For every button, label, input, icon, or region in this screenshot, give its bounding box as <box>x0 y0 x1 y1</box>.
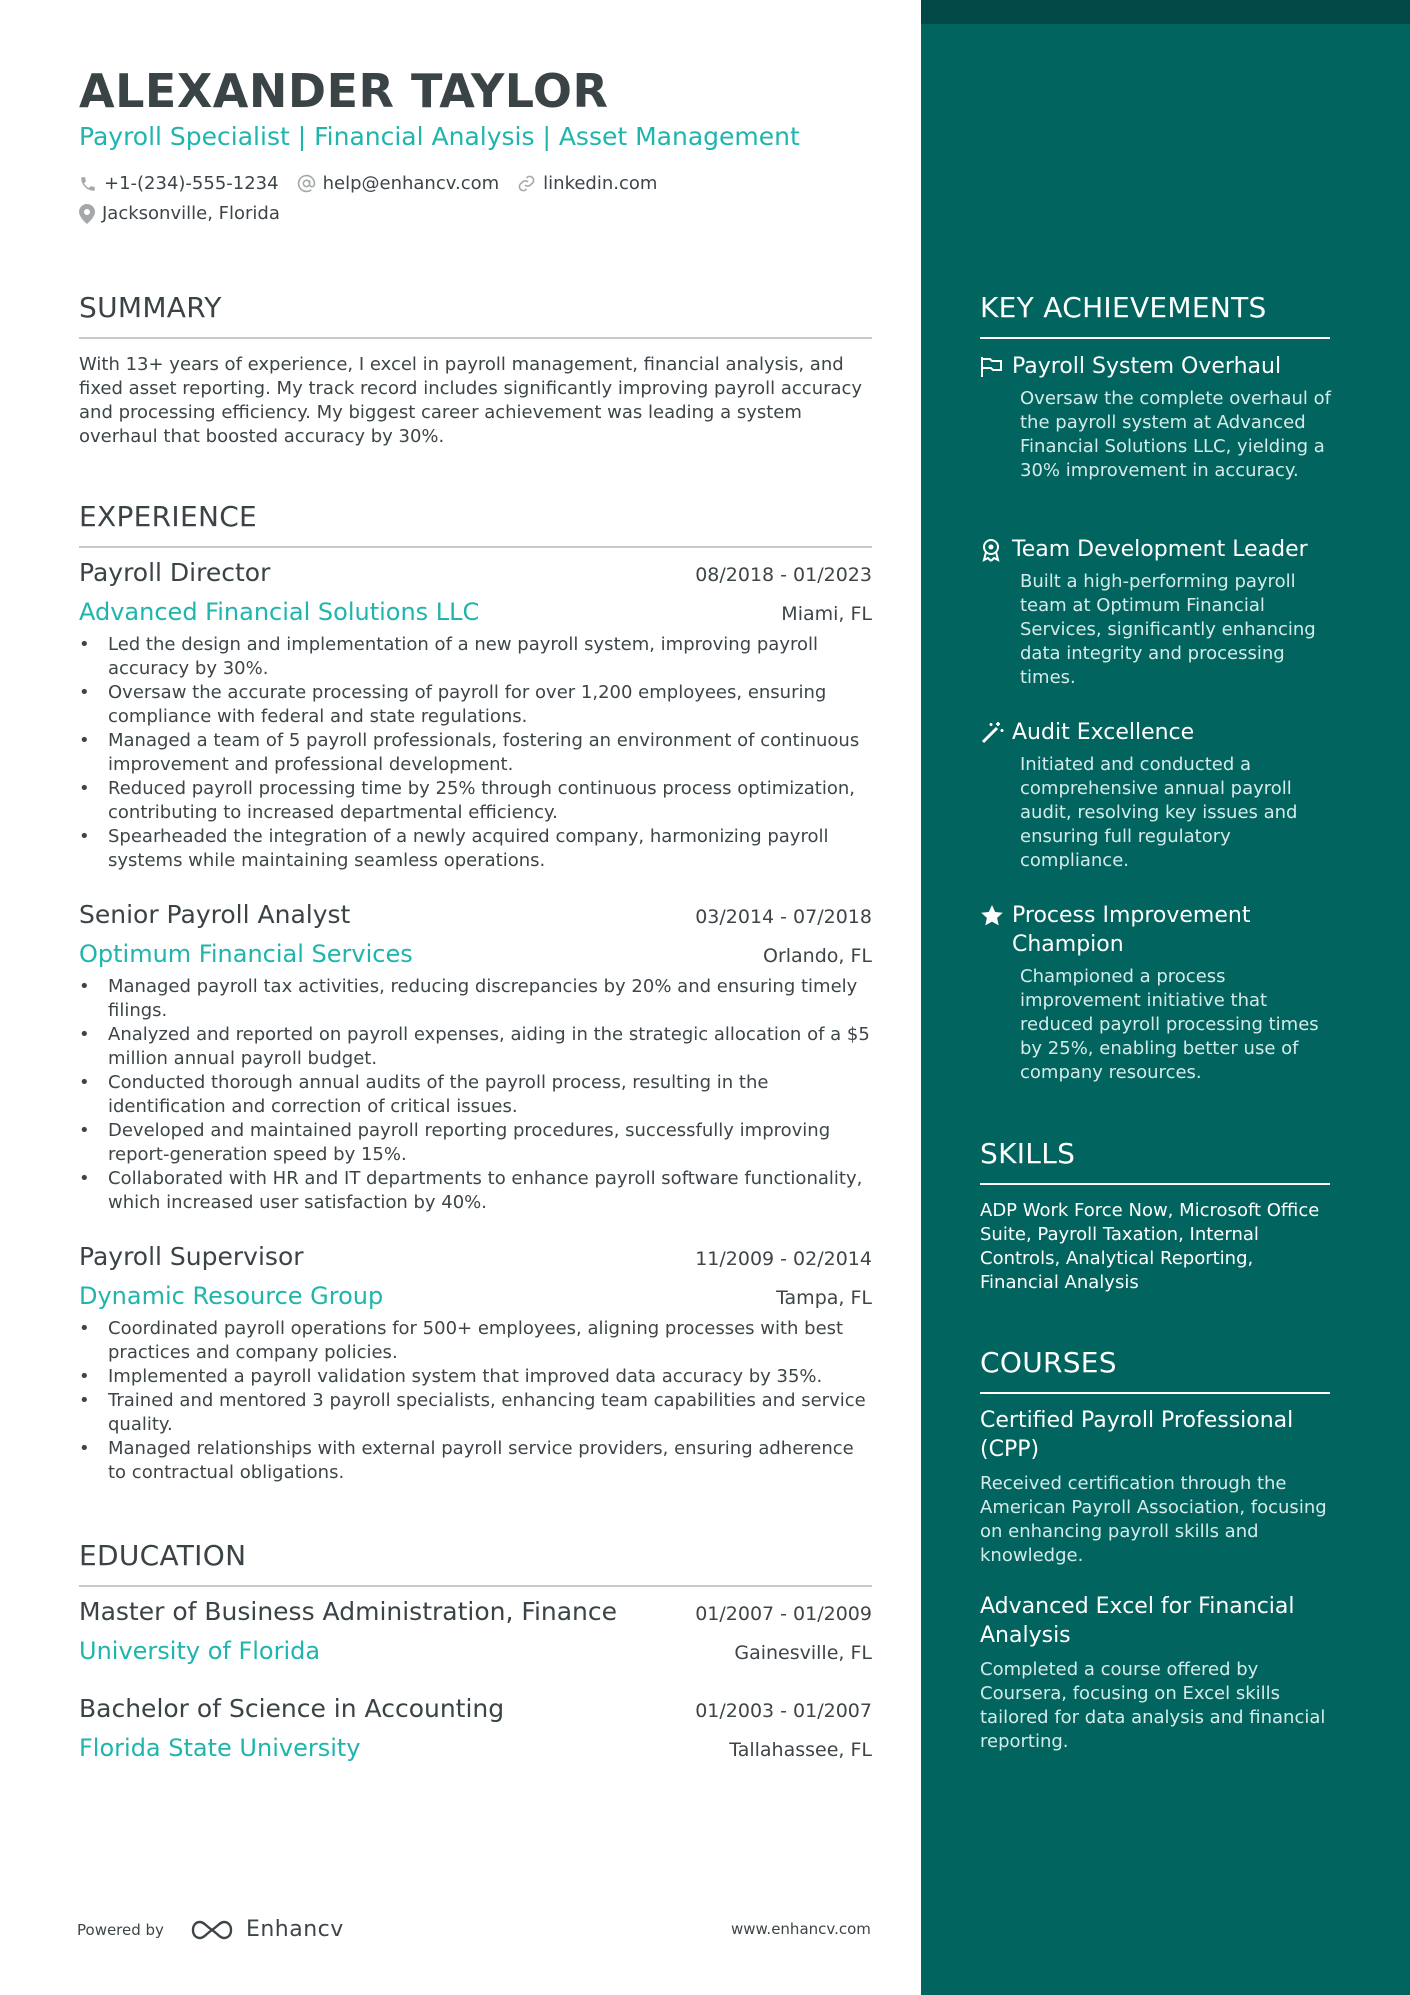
at-icon <box>297 174 316 193</box>
job-bullet: • Led the design and implementation of a new payroll system, improving payroll accuracy by 30%. <box>79 633 872 681</box>
achievement-item <box>980 352 1335 483</box>
achievement-desc: Championed a process improvement initiative that reduced payroll processing times by 25%, enabling better use of company resources. <box>1020 966 1319 1083</box>
job-bullet: • Managed relationships with external payroll service providers, ensuring adherence to contractual obligations. <box>79 1437 872 1485</box>
education-entry <box>79 1597 872 1669</box>
experience-divider <box>79 546 872 548</box>
contact-phone <box>79 173 279 194</box>
contact-location <box>79 203 280 224</box>
location-pin-icon <box>79 204 95 224</box>
achievement-item <box>980 718 1335 873</box>
education-entry <box>79 1694 872 1766</box>
achievement-desc: Built a high-performing payroll team at Optimum Financial Services, significantly enhancing data integrity and processing times. <box>1020 571 1316 688</box>
job-bullet: • Managed payroll tax activities, reducing discrepancies by 20% and ensuring timely filings. <box>79 975 872 1023</box>
sidebar-top-bar <box>921 0 1410 24</box>
summary-text: With 13+ years of experience, I excel in payroll management, financial analysis, and fixed asset reporting. My track record includes significantly improving payroll accuracy and processing efficiency. My biggest career achievement was leading a system overhaul that boosted accuracy by 30%. <box>79 354 863 447</box>
achievement-item <box>980 901 1335 1085</box>
job-bullets <box>79 975 872 1215</box>
job-bullet: • Analyzed and reported on payroll expenses, aiding in the strategic allocation of a $5 million annual payroll budget. <box>79 1023 872 1071</box>
job-title: Payroll Supervisor <box>79 1242 304 1271</box>
job-dates: 03/2014 - 07/2018 <box>695 906 872 928</box>
achievement-title: Payroll System Overhaul <box>1012 354 1282 379</box>
job-entry <box>79 900 872 1215</box>
job-title: Senior Payroll Analyst <box>79 900 351 929</box>
courses-divider <box>980 1392 1330 1394</box>
job-company[interactable]: Optimum Financial Services <box>79 940 413 968</box>
brand-name: Enhancv <box>245 1917 344 1942</box>
achievement-title: Process Improvement Champion <box>1012 903 1251 957</box>
job-title: Payroll Director <box>79 558 271 587</box>
job-bullet: • Spearheaded the integration of a newly acquired company, harmonizing payroll systems while maintaining seamless operations. <box>79 825 872 873</box>
job-location: Orlando, FL <box>762 945 872 967</box>
degree-title: Master of Business Administration, Finance <box>79 1597 618 1626</box>
course-item <box>980 1406 1335 1568</box>
course-title: Advanced Excel for Financial Analysis <box>980 1594 1295 1648</box>
powered-by-text: Powered by <box>77 1920 164 1939</box>
job-location: Miami, FL <box>781 603 872 625</box>
courses-heading: COURSES <box>980 1346 1117 1379</box>
contact-row-location <box>79 203 298 224</box>
job-bullet: • Coordinated payroll operations for 500+ employees, aligning processes with best practices and company policies. <box>79 1317 872 1365</box>
skills-text: ADP Work Force Now, Microsoft Office Suite, Payroll Taxation, Internal Controls, Analytical Reporting, Financial Analysis <box>980 1200 1320 1293</box>
school-location: Gainesville, FL <box>734 1642 872 1664</box>
job-company[interactable]: Dynamic Resource Group <box>79 1282 384 1310</box>
course-item <box>980 1592 1335 1754</box>
award-ribbon-icon <box>980 535 1012 563</box>
education-heading: EDUCATION <box>79 1539 247 1572</box>
email-text: help@enhancv.com <box>322 173 500 194</box>
course-desc: Completed a course offered by Coursera, focusing on Excel skills tailored for data analysis and financial reporting. <box>980 1659 1326 1752</box>
job-bullets <box>79 633 872 873</box>
summary-divider <box>79 337 872 339</box>
job-bullet: • Managed a team of 5 payroll professionals, fostering an environment of continuous improvement and professional development. <box>79 729 872 777</box>
location-text: Jacksonville, Florida <box>102 203 280 224</box>
education-dates: 01/2007 - 01/2009 <box>695 1603 872 1625</box>
job-bullet: • Implemented a payroll validation system that improved data accuracy by 35%. <box>79 1365 872 1389</box>
job-bullet: • Conducted thorough annual audits of the payroll process, resulting in the identification and correction of critical issues. <box>79 1071 872 1119</box>
enhancv-logo-icon <box>190 1918 236 1942</box>
phone-icon <box>79 175 97 193</box>
link-icon <box>517 174 536 193</box>
flag-icon <box>980 352 1012 380</box>
magic-wand-icon <box>980 718 1012 746</box>
achievement-desc: Initiated and conducted a comprehensive annual payroll audit, resolving key issues and ensuring full regulatory compliance. <box>1020 754 1298 871</box>
job-location: Tampa, FL <box>776 1287 872 1309</box>
course-title: Certified Payroll Professional (CPP) <box>980 1408 1294 1462</box>
achievement-desc: Oversaw the complete overhaul of the payroll system at Advanced Financial Solutions LLC, yielding a 30% improvement in accuracy. <box>1020 388 1331 481</box>
school-location: Tallahassee, FL <box>729 1739 872 1761</box>
achievement-title: Team Development Leader <box>1012 537 1308 562</box>
job-bullet: • Reduced payroll processing time by 25% through continuous process optimization, contributing to increased departmental efficiency. <box>79 777 872 825</box>
job-dates: 08/2018 - 01/2023 <box>695 564 872 586</box>
footer-branding[interactable] <box>77 1917 344 1942</box>
phone-text: +1-(234)-555-1234 <box>104 173 279 194</box>
candidate-name: ALEXANDER TAYLOR <box>79 64 609 118</box>
summary-heading: SUMMARY <box>79 291 222 324</box>
achievement-title: Audit Excellence <box>1012 720 1195 745</box>
contact-email[interactable] <box>297 173 500 194</box>
job-bullet: • Trained and mentored 3 payroll specialists, enhancing team capabilities and service quality. <box>79 1389 872 1437</box>
achievements-heading: KEY ACHIEVEMENTS <box>980 291 1267 324</box>
education-divider <box>79 1585 872 1587</box>
job-bullet: • Collaborated with HR and IT departments to enhance payroll software functionality, which increased user satisfaction by 40%. <box>79 1167 872 1215</box>
achievement-item <box>980 535 1335 690</box>
job-dates: 11/2009 - 02/2014 <box>695 1248 872 1270</box>
footer-url[interactable]: www.enhancv.com <box>731 1920 871 1938</box>
contact-website[interactable] <box>517 173 657 194</box>
job-entry <box>79 558 872 873</box>
school-name[interactable]: Florida State University <box>79 1734 361 1762</box>
star-icon <box>980 901 1012 929</box>
experience-heading: EXPERIENCE <box>79 500 258 533</box>
education-dates: 01/2003 - 01/2007 <box>695 1700 872 1722</box>
job-bullet: • Developed and maintained payroll reporting procedures, successfully improving report-generation speed by 15%. <box>79 1119 872 1167</box>
job-entry <box>79 1242 872 1485</box>
website-text: linkedin.com <box>543 173 658 194</box>
job-company[interactable]: Advanced Financial Solutions LLC <box>79 598 480 626</box>
candidate-tagline: Payroll Specialist | Financial Analysis | Asset Management <box>79 122 800 151</box>
degree-title: Bachelor of Science in Accounting <box>79 1694 505 1723</box>
school-name[interactable]: University of Florida <box>79 1637 321 1665</box>
job-bullets <box>79 1317 872 1485</box>
skills-divider <box>980 1183 1330 1185</box>
achievements-divider <box>980 337 1330 339</box>
contact-row <box>79 173 675 194</box>
skills-heading: SKILLS <box>980 1137 1076 1170</box>
course-desc: Received certification through the American Payroll Association, focusing on enhancing payroll skills and knowledge. <box>980 1473 1327 1566</box>
job-bullet: • Oversaw the accurate processing of payroll for over 1,200 employees, ensuring compliance with federal and state regulations. <box>79 681 872 729</box>
